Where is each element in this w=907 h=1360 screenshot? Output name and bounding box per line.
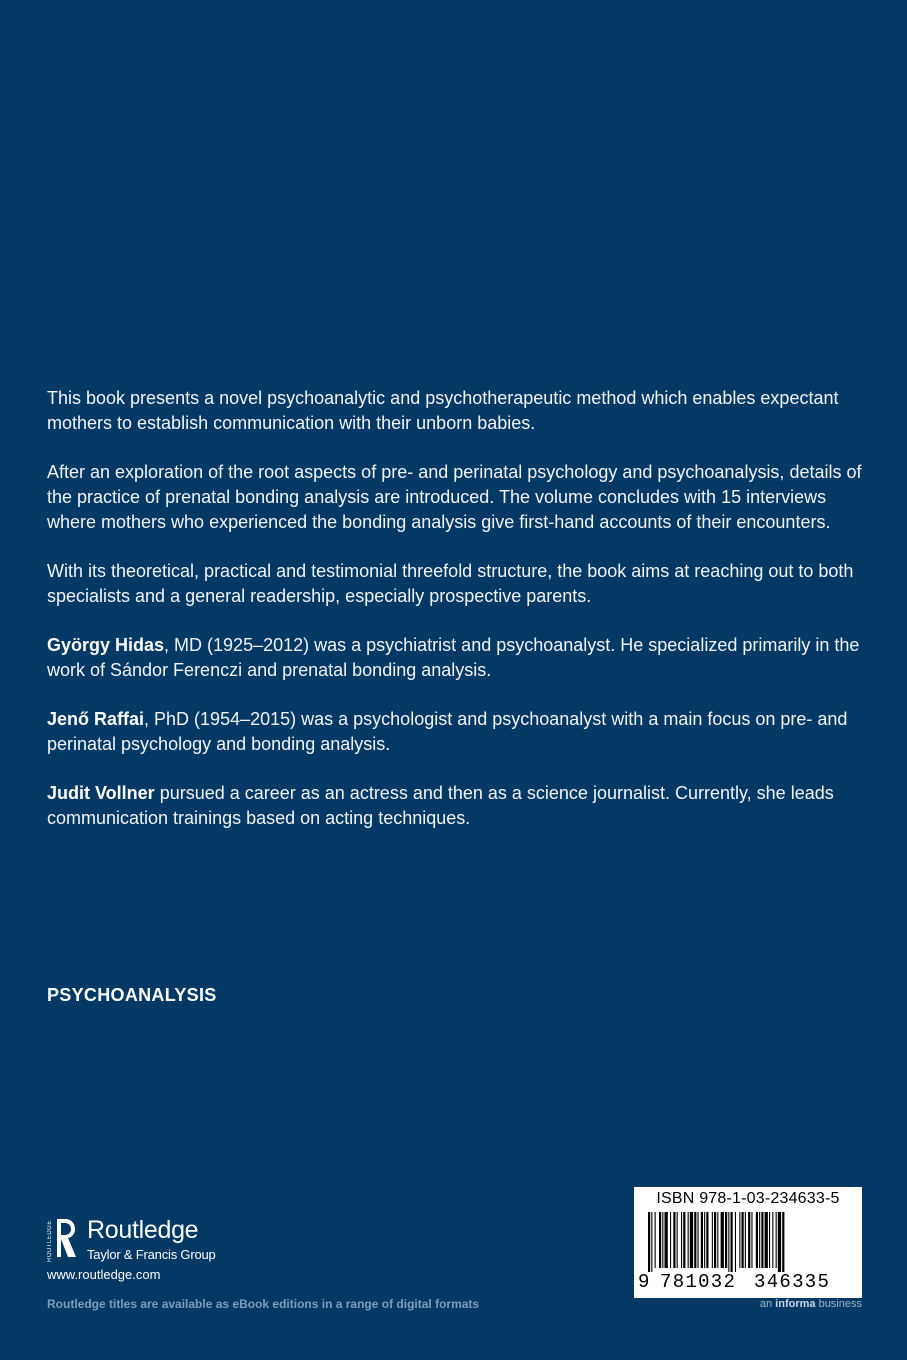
informa-suffix: business — [815, 1298, 862, 1310]
barcode-digit-first: 9 — [638, 1271, 650, 1293]
publisher-block — [47, 1214, 367, 1284]
publisher-group: Taylor & Francis Group — [87, 1247, 216, 1262]
barcode-bar — [725, 1212, 727, 1268]
author-name: Judit Vollner — [47, 783, 155, 803]
routledge-logo-wordmark: ROUTLEDGE — [47, 1220, 53, 1262]
barcode-bar — [681, 1212, 682, 1268]
barcode-bar — [731, 1212, 733, 1272]
isbn-label: ISBN 978-1-03-234633-5 — [656, 1190, 840, 1207]
subject-category: PSYCHOANALYSIS — [47, 985, 217, 1005]
author-name: Jenő Raffai — [47, 709, 145, 729]
publisher-url[interactable]: www.routledge.com — [47, 1267, 161, 1282]
barcode-bar — [698, 1212, 699, 1268]
ebook-note: Routledge titles are available as eBook editions in a range of digital formats — [47, 1297, 480, 1311]
author-bio-vollner — [47, 781, 877, 831]
routledge-logo-icon — [47, 1217, 77, 1269]
publisher-name: Routledge — [87, 1216, 199, 1244]
blurb-paragraph-1: This book presents a novel psychoanalytic and psychotherapeutic method which enables expectant mothers to establish communication with their unborn babies. — [47, 388, 839, 433]
barcode-bar — [677, 1212, 678, 1268]
barcode-bar — [690, 1212, 693, 1268]
barcode-bar — [742, 1212, 744, 1268]
barcode-bar — [673, 1212, 675, 1268]
author-bio-text: , MD (1925–2012) was a psychiatrist and psychoanalyst. He specialized primarily in the work of Sándor Ferenczi and prenatal bonding analysis. — [47, 635, 860, 680]
author-bio-raffai — [47, 707, 877, 757]
barcode-bar — [751, 1212, 752, 1268]
barcode-bar — [670, 1212, 671, 1268]
blurb — [47, 386, 877, 855]
barcode-bar — [772, 1212, 773, 1268]
barcode-bar — [665, 1212, 668, 1268]
barcode-bar — [694, 1212, 696, 1268]
barcode-bar — [728, 1212, 729, 1272]
barcode-bar — [717, 1212, 718, 1268]
barcode-bar — [712, 1212, 713, 1268]
author-bio-text: , PhD (1954–2015) was a psychologist and psychoanalyst with a main focus on pre- and perinatal psychology and bonding analysis. — [47, 709, 848, 754]
barcode-bar — [735, 1212, 736, 1272]
barcode-bar — [756, 1212, 758, 1268]
barcode — [634, 1187, 862, 1298]
blurb-paragraph-2: After an exploration of the root aspects of pre- and perinatal psychology and psychoanalysis, details of the practice of prenatal bonding analysis are introduced. The volume concludes with 15 interviews where mothers who experienced the bonding analysis give first-hand accounts of their encounters. — [47, 462, 862, 532]
informa-brand: informa — [775, 1298, 816, 1310]
barcode-bar — [759, 1212, 760, 1268]
barcode-bar — [765, 1212, 768, 1268]
author-bio-hidas — [47, 633, 877, 683]
barcode-bar — [659, 1212, 661, 1268]
barcode-bar — [721, 1212, 724, 1268]
barcode-bar — [704, 1212, 705, 1268]
informa-prefix: an — [759, 1298, 776, 1310]
barcode-bar — [782, 1212, 784, 1272]
barcode-bar — [778, 1212, 781, 1272]
author-bio-text: pursued a career as an actress and then as a science journalist. Currently, she leads communication trainings based on acting techniques. — [47, 783, 834, 828]
barcode-bar — [648, 1212, 650, 1272]
blurb-paragraph-3: With its theoretical, practical and testimonial threefold structure, the book aims at reaching out to both specialists and a general readership, especially prospective parents. — [47, 561, 854, 606]
barcode-bar — [745, 1212, 746, 1268]
barcode-bar — [748, 1212, 750, 1268]
barcode-bar — [662, 1212, 663, 1268]
barcode-bar — [739, 1212, 740, 1268]
barcode-digit-group-2: 346335 — [754, 1271, 831, 1293]
author-name: György Hidas — [47, 635, 165, 655]
barcode-bar — [761, 1212, 763, 1268]
barcode-bar — [714, 1212, 716, 1268]
barcode-bars — [648, 1212, 848, 1272]
informa-tagline — [720, 1298, 862, 1310]
barcode-bar — [651, 1212, 652, 1272]
barcode-digit-group-1: 781032 — [660, 1271, 737, 1293]
barcode-bar — [655, 1212, 656, 1268]
barcode-bar — [701, 1212, 703, 1268]
barcode-bar — [776, 1212, 777, 1268]
barcode-bar — [706, 1212, 708, 1268]
barcode-bar — [688, 1212, 689, 1268]
barcode-bar — [769, 1212, 770, 1268]
barcode-bar — [683, 1212, 685, 1268]
